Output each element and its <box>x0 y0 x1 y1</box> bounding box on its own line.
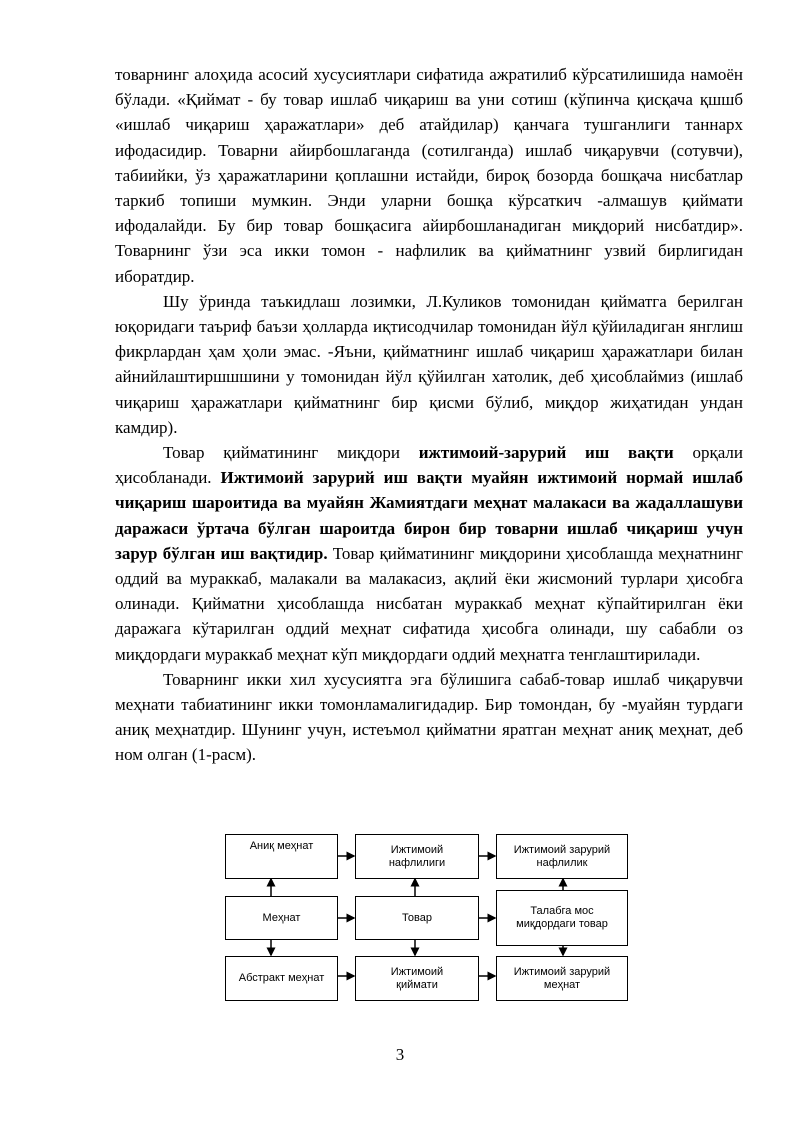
box-social-value-line-1: Ижтимоий <box>390 965 444 978</box>
page-number: 3 <box>395 1045 405 1064</box>
labor-commodity-diagram <box>215 826 635 1004</box>
box-social-necessary-labor-line-1: Ижтимоий зарурий <box>513 965 611 978</box>
box-demand-goods-line-2: миқдордаги товар <box>516 918 608 930</box>
box-social-necessary-labor-line-2: меҳнат <box>543 978 581 991</box>
box-abstract-labor <box>225 956 338 1001</box>
paragraph-3-text-e: Товар қийматининг миқдорини ҳисоблашда меҳнатнинг оддий ва мураккаб, малакали ва малакасиз, ақлий ёки жисмоний турлари ҳисобга олинади. Қийматни ҳисоблашда нисбатан мураккаб меҳнат кўпайтирилган ёки даражага кўтарилган оддий меҳнат сифатида ҳисобга олинади, шу сабабли оз миқдордаги мураккаб меҳнат кўп миқдордаги оддий меҳнатга тенглаштирилади. <box>115 543 744 664</box>
paragraph-4: Товарнинг икки хил хусусиятга эга бўлишига сабаб-товар ишлаб чиқарувчи меҳнати табиатининг икки томонламалигидадир. Бир томондан, бу -муайян турдаги аниқ меҳнатдир. Шунинг учун, истеъмол қийматни яратган меҳнат аниқ меҳнат, деб ном олган (1-расм). <box>115 669 743 765</box>
box-social-necessary-utility-text <box>514 844 610 870</box>
box-concrete-labor <box>225 834 338 879</box>
paragraph-3-text-c: орқали ҳисобланади. <box>115 443 744 488</box>
box-social-utility <box>355 834 479 879</box>
box-social-value-line-2: қиймати <box>396 978 438 991</box>
paragraph-3 <box>115 440 743 667</box>
box-demand-goods-text <box>516 905 608 931</box>
box-social-value-text <box>391 966 443 992</box>
box-concrete-labor-label: Аниқ меҳнат <box>249 840 314 852</box>
paragraph-3-text-a: Товар қийматининг миқдори <box>163 443 419 463</box>
box-social-value <box>355 956 479 1001</box>
box-social-necessary-utility-line-2: нафлилик <box>536 856 588 869</box>
box-social-utility-line-1: Ижтимоий <box>390 843 444 856</box>
box-social-utility-line-2: нафлилиги <box>388 856 446 869</box>
definition-social-necessary-time: Ижтимоий зарурий иш вақти муайян ижтимоий нормай ишлаб чиқариш шароитида ва муайян Жамиятдаги меҳнат малакаси ва жадаллашуви даражаси ўртача бўлган шароитда бирон бир товарни ишлаб чиқариш учун зарур бўлган иш вақтидир. <box>115 468 743 563</box>
document-body <box>115 62 743 768</box>
box-social-necessary-utility <box>496 834 628 879</box>
paragraph-2: Шу ўринда таъкидлаш лозимки, Л.Куликов томонидан қийматга берилган юқоридаги таъриф баъзи ҳолларда иқтисодчилар томонидан йўл қўйиладиган янглиш фикрлардан ҳам ҳоли эмас. -Яъни, қийматнинг ишлаб чиқариш ҳаражатлари билан айнийлаштиршшшини у томонидан йўл қўйилган хатолик, деб ҳисоблаймиз (ишлаб чиқариш ҳаражатлари қийматнинг бир қисми бўлиб, миқдор жиҳатидан ундан камдир). <box>115 291 743 437</box>
box-social-necessary-labor <box>496 956 628 1001</box>
box-labor-label: Меҳнат <box>262 911 301 924</box>
box-demand-goods <box>496 890 628 946</box>
box-abstract-labor-label: Абстракт меҳнат <box>238 972 325 984</box>
box-labor <box>225 896 338 940</box>
term-social-necessary-time: ижтимоий-зарурий иш вақти <box>418 443 674 463</box>
box-social-necessary-labor-text <box>514 966 610 992</box>
box-demand-goods-line-1: Талабга мос <box>530 905 594 917</box>
box-social-utility-text <box>389 844 445 870</box>
box-commodity <box>355 896 479 940</box>
box-commodity-label: Товар <box>402 911 432 924</box>
paragraph-1: товарнинг алоҳида асосий хусусиятлари сифатида ажратилиб кўрсатилишида намоён бўлади. «Қиймат - бу товар ишлаб чиқариш ва уни сотиш (кўпинча қисқача қшшб «ишлаб чиқариш ҳаражатлари» деб атайдилар) қанчага тушганлиги таннарх ифодасидир. Товарни айирбошлаганда (сотилганда) ишлаб чиқарувчи (сотувчи), табиийки, ўз ҳаражатларини қоплашни истайди, бироқ бозорда бошқача нисбатлар таркиб топиши мумкин. Энди уларни бошқа кўрсаткич -алмашув қиймати ифодалайди. Бу бир товар бошқасига айирбошланадиган миқдорий нисбатдир». Товарнинг ўзи эса икки томон - нафлилик ва қийматнинг узвий бирлигидан иборатдир. <box>115 65 743 286</box>
box-social-necessary-utility-line-1: Ижтимоий зарурий <box>513 843 611 856</box>
